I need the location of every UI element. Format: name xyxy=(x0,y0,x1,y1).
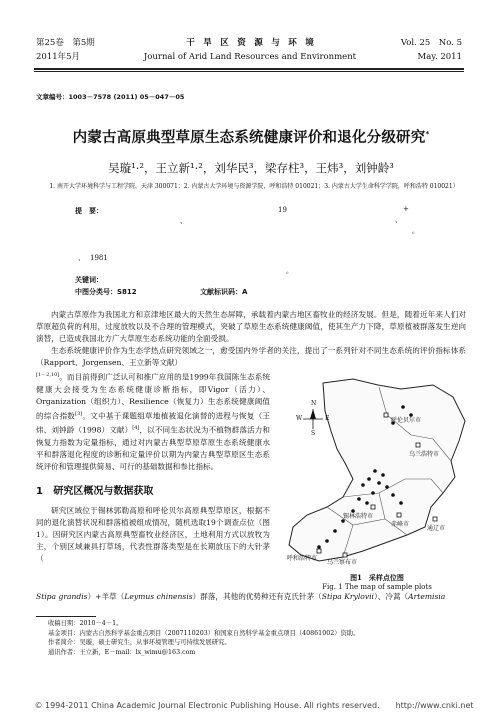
abstract-frag: 、 xyxy=(395,216,402,224)
figure-caption-cn: 图1 采样点位图 xyxy=(350,573,404,582)
species-name: Stipa Krylovii xyxy=(321,592,374,601)
authors: 吴璇¹·²，王立新¹·²，刘华民³，梁存柱³，王炜³，刘钟龄³ xyxy=(108,161,394,175)
figure-caption-en: Fig. 1 The map of sample plots xyxy=(322,583,432,591)
footnote-received: 收稿日期：2010－4－1。 xyxy=(48,620,123,627)
header-rule-thick xyxy=(34,68,464,70)
city-label: 锡林浩特市 xyxy=(343,513,374,520)
copyright-bar: © 1994-2011 China Academic Journal Electronic Publishing House. All rights reserved. http://www.cnki.net xyxy=(34,701,474,710)
compass-rose xyxy=(303,409,323,429)
compass-north-label: N xyxy=(311,400,317,407)
footnote-fund: 基金项目：内蒙古自然科学基金重点项目（2007110203）和国家自然科学基金重点项目（40861002）资助。 xyxy=(48,629,360,637)
header-date-cn: 2011年5月 xyxy=(36,52,81,62)
affiliation: 1. 南开大学环境科学与工程学院，天津 300071；2. 内蒙古大学环境与资源学院，呼和浩特 010021；3. 内蒙古大学生命科学学院，呼和浩特 010021） xyxy=(49,183,459,190)
abstract-frag: 19 xyxy=(278,206,287,214)
body-paragraph-2 xyxy=(36,369,270,473)
citation: [3] xyxy=(75,410,83,417)
title-footnote-mark: * xyxy=(425,130,430,139)
compass-west-label: W xyxy=(296,415,303,422)
city-label: 乌兰浩特市 xyxy=(409,451,440,458)
species-name: Leymus chinensis xyxy=(124,592,193,601)
footnote-author: 作者简介：吴璇，硕士研究生，从事环境管理与可持续发展研究。 xyxy=(48,639,231,646)
header-rule-thin xyxy=(34,71,464,72)
city-label: 乌兰察布市 xyxy=(327,559,358,566)
header-volume-cn: 第25卷 第5期 xyxy=(36,38,95,48)
section-number: 1 xyxy=(36,486,43,497)
classification: 中图分类号：S812 xyxy=(75,288,137,296)
footnote-corresponding: 通讯作者：王立新，E－mail：lx_wimu@163.com xyxy=(48,648,196,656)
intro-text-2a: 生态系统健康评价作为生态学热点研究领域之一，愈受国内外学者的关注，提出了一系列针对不同生态系统的评价指标体系（Rapport、Jorgensen、王立新等文献） xyxy=(36,346,466,368)
abstract-frag: 。 xyxy=(412,227,419,235)
abstract-frag: 、 xyxy=(180,217,187,225)
header-journal-cn: 干 旱 区 资 源 与 环 境 xyxy=(186,38,314,48)
section-title: 研究区概况与数据获取 xyxy=(53,486,154,497)
compass-east-label: E xyxy=(325,415,330,422)
paper-title: 内蒙古高原典型草原生态系统健康评价和退化分级研究* xyxy=(72,130,430,146)
figure-map xyxy=(283,375,471,567)
section-1-paragraph: 研究区域位于锡林郭勒高原和呼伦贝尔高原典型草原区，根据不同的退化演替状况和群落植被组成情况，随机选取19个调查点位（图1）。因研究区内蒙古高原典型畜牧业经济区，土地利用方式以放牧为主，个别区域兼具打草场，代表性群落类型是在长期放压下的大针茅（ xyxy=(36,506,270,564)
document-code: 文献标识码：A xyxy=(200,288,248,296)
species-name: Artemisia xyxy=(408,592,446,601)
keywords-label: 关键词： xyxy=(75,276,103,284)
header-volume-en: Vol. 25 No. 5 xyxy=(400,38,462,48)
species-name: Stipa grandis xyxy=(36,592,88,601)
section-1-last-line: Stipa grandis）+羊草（Leymus chinensis）群落，其他的优势种还有克氏针茅（Stipa Krylovii）、冷蒿（Artemisia xyxy=(36,592,446,601)
intro-continuation: [1－2,10]。而目前得到广泛认可和推广应用的是1999年我国陈生态系统健康大会接受为生态系统健康诊断指标，即Vigor（活力）、Organization（组织力）、Resilience（恢复力）生态系统健康阈值的综合指数[3]。文中基于课题组草地植被退化演替的进程与恢复（王炜、刘钟龄（1998）文献）[4]，以不同生态状况为不植物群落活力和恢复力指数为定量指标，通过对内蒙古典型草原草原生态系统健康水平和群落退化程度的诊断和定量评价以期为内蒙古典型草原区生态系统评价和管理提供简易、可行的基础数据和参比指标。 xyxy=(36,372,271,472)
header-journal-en: Journal of Arid Land Resources and Environment xyxy=(143,52,357,62)
citation: [1－2,10] xyxy=(36,372,60,378)
footnote-rule xyxy=(36,616,96,617)
abstract-frag: 、 xyxy=(78,254,85,262)
section-1-text xyxy=(36,505,270,565)
compass-south-label: S xyxy=(311,430,316,437)
abstract-frag: + xyxy=(403,205,409,213)
section-heading-1 xyxy=(36,482,153,497)
abstract-label: 提 要： xyxy=(75,207,103,215)
citation: [4] xyxy=(132,425,140,432)
city-label: 通辽市 xyxy=(427,525,446,532)
intro-text: 内蒙古草原作为我国北方和京津地区最大的天然生态屏障，承载着内蒙古地区畜牧业的经济发展。但是，随着近年来人们对草原超负荷的利用，过度放牧以及不合理的管理模式，突破了草原生态系统健康阈值，使其生产力下降，草原植被群落发生逆向演替，已造成我国北方广大草原生态系统功能的全面受损。 xyxy=(36,310,466,344)
city-label: 赤峰市 xyxy=(391,521,410,528)
article-id: 文章编号：1003－7578 (2011) 05－047－05 xyxy=(36,93,185,101)
abstract-frag: 。 xyxy=(286,267,293,275)
city-label: 呼伦贝尔市 xyxy=(391,417,422,424)
body-paragraph-1 xyxy=(36,309,466,369)
header-date-en: May. 2011 xyxy=(417,52,462,62)
city-label: 呼和浩特市 xyxy=(287,555,318,562)
abstract-frag: 1981 xyxy=(90,254,108,262)
footnote xyxy=(48,619,468,657)
